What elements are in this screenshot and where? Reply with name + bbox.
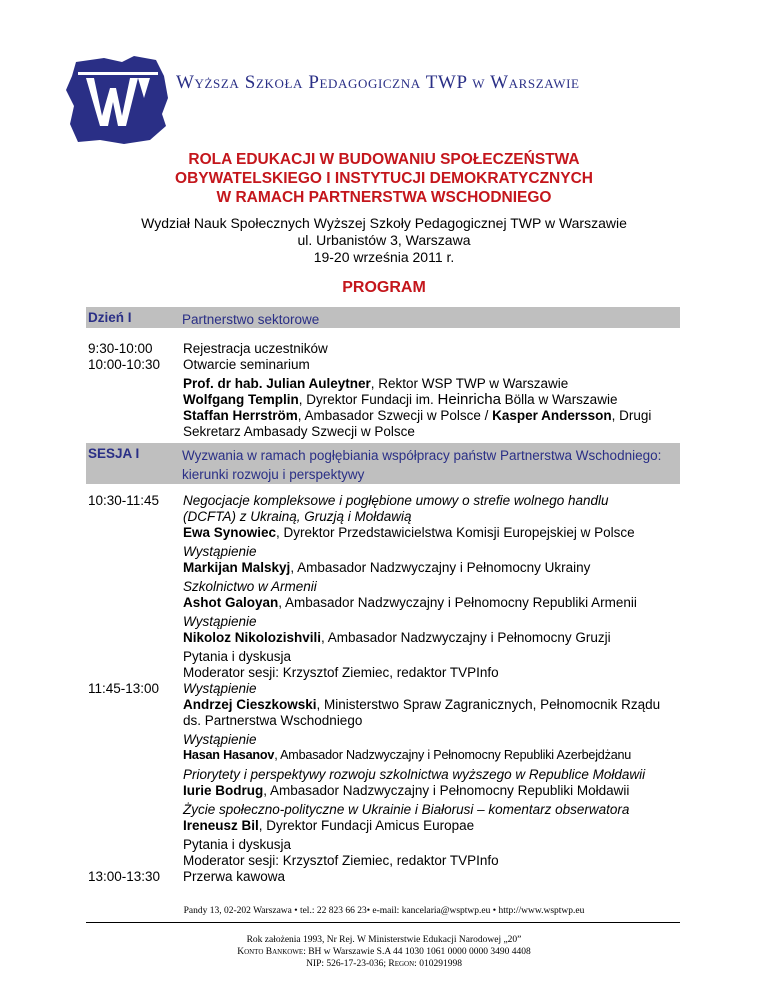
speaker-nikolozishvili: Nikoloz Nikolozishvili, Ambasador Nadzwyczajny i Pełnomocny Gruzji: [183, 630, 611, 645]
speaker-bodrug: Iurie Bodrug, Ambasador Nadzwyczajny i Pełnomocny Republiki Mołdawii: [183, 783, 630, 798]
speaker-hasanov: Hasan Hasanov, Ambasador Nadzwyczajny i Pełnomocny Republiki Azerbejdżanu: [183, 748, 632, 762]
session-label: SESJA I: [88, 446, 140, 461]
speaker-malskyj: Markijan Malskyj, Ambasador Nadzwyczajny i Pełnomocny Ukrainy: [183, 560, 591, 575]
speaker-cieszkowski: Andrzej Cieszkowski, Ministerstwo Spraw Zagranicznych, Pełnomocnik Rządu: [183, 697, 661, 712]
program-heading: PROGRAM: [342, 279, 426, 296]
discussion-2: Pytania i dyskusja: [183, 837, 292, 852]
topic-dcfta: Negocjacje kompleksowe i pogłębione umowy o strefie wolnego handlu: [183, 493, 609, 508]
item-registration: Rejestracja uczestników: [183, 341, 328, 356]
footer-divider: [86, 922, 680, 923]
speaker-cieszkowski-cont: ds. Partnerstwa Wschodniego: [183, 713, 363, 728]
institution-name: Wyższa Szkoła Pedagogiczna TWP w Warszawie: [176, 72, 580, 93]
faculty-line: Wydział Nauk Społecznych Wyższej Szkoły Pedagogicznej TWP w Warszawie: [141, 215, 627, 231]
footer-registration: Rok założenia 1993, Nr Rej. W Ministerstwie Edukacji Narodowej „20” Konto Bankowe: BH w Warszawie S.A 44 1030 1061 0000 0000 3490 4408 NIP: 526-17-23-036; Regon: 010291998: [0, 934, 768, 970]
event-info: [0, 215, 768, 266]
label-wystapienie: Wystąpienie: [183, 681, 257, 696]
day-bar: [86, 307, 680, 328]
day-title: Partnerstwo sektorowe: [182, 312, 320, 327]
footer-nip-regon: NIP: 526-17-23-036; Regon: 010291998: [306, 959, 462, 969]
speaker-bil: Ireneusz Bil, Dyrektor Fundacji Amicus Europae: [183, 818, 475, 833]
topic-ukraine-belarus: Życie społeczno-polityczne w Ukrainie i Białorusi – komentarz obserwatora: [183, 802, 630, 817]
footer-account: Konto Bankowe: BH w Warszawie S.A 44 1030 1061 0000 0000 3490 4408: [237, 947, 531, 957]
opening-speaker-3: Staffan Herrström, Ambasador Szwecji w Polsce / Kasper Andersson, Drugi: [183, 408, 652, 423]
speaker-synowiec: Ewa Synowiec, Dyrektor Przedstawicielstwa Komisji Europejskiej w Polsce: [183, 525, 635, 540]
discussion-1: Pytania i dyskusja: [183, 649, 292, 664]
item-opening: Otwarcie seminarium: [183, 357, 310, 372]
topic-moldova: Priorytety i perspektywy rozwoju szkolnictwa wyższego w Republice Mołdawii: [183, 767, 646, 782]
moderator-2: Moderator sesji: Krzysztof Ziemiec, redaktor TVPInfo: [183, 853, 499, 868]
document-title: ROLA EDUKACJI W BUDOWANIU SPOŁECZEŃSTWA OBYWATELSKIEGO I INSTYTUCJI DEMOKRATYCZNYCH W RAMACH PARTNERSTWA WSCHODNIEGO: [175, 151, 593, 206]
topic-armenia: Szkolnictwo w Armenii: [183, 579, 317, 594]
time-block-3: 13:00-13:30: [88, 869, 161, 884]
label-wystapienie: Wystąpienie: [183, 732, 257, 747]
topic-dcfta-cont: (DCFTA) z Ukrainą, Gruzją i Mołdawią: [183, 509, 412, 524]
speaker-galoyan: Ashot Galoyan, Ambasador Nadzwyczajny i Pełnomocny Republiki Armenii: [183, 595, 637, 610]
school-logo: [64, 54, 172, 146]
label-wystapienie: Wystąpienie: [183, 614, 257, 629]
address-line: ul. Urbanistów 3, Warszawa: [297, 232, 471, 248]
session-bar: [86, 443, 680, 484]
label-wystapienie: Wystąpienie: [183, 544, 257, 559]
time-block-1: 10:30-11:45: [88, 493, 160, 508]
footer-contact: Pandy 13, 02-202 Warszawa • tel.: 22 823 66 23• e-mail: kancelaria@wsptwp.eu • http://www.wsptwp.eu: [183, 906, 585, 916]
moderator-1: Moderator sesji: Krzysztof Ziemiec, redaktor TVPInfo: [183, 665, 499, 680]
date-line: 19-20 września 2011 r.: [313, 249, 455, 265]
time-registration: 9:30-10:00: [88, 341, 153, 356]
day-label: Dzień I: [88, 310, 132, 325]
time-block-2: 11:45-13:00: [88, 681, 160, 696]
opening-speaker-1: Prof. dr hab. Julian Auleytner, Rektor WSP TWP w Warszawie: [183, 376, 569, 391]
session-title: Wyzwania w ramach pogłębiania współpracy państw Partnerstwa Wschodniego: kierunki rozwoju i perspektywy: [182, 448, 662, 482]
opening-speaker-3-cont: Sekretarz Ambasady Szwecji w Polsce: [183, 424, 415, 439]
opening-speaker-2: Wolfgang Templin, Dyrektor Fundacji im. Heinricha Bölla w Warszawie: [183, 391, 618, 408]
coffee-break: Przerwa kawowa: [183, 869, 286, 884]
time-opening: 10:00-10:30: [88, 357, 161, 372]
